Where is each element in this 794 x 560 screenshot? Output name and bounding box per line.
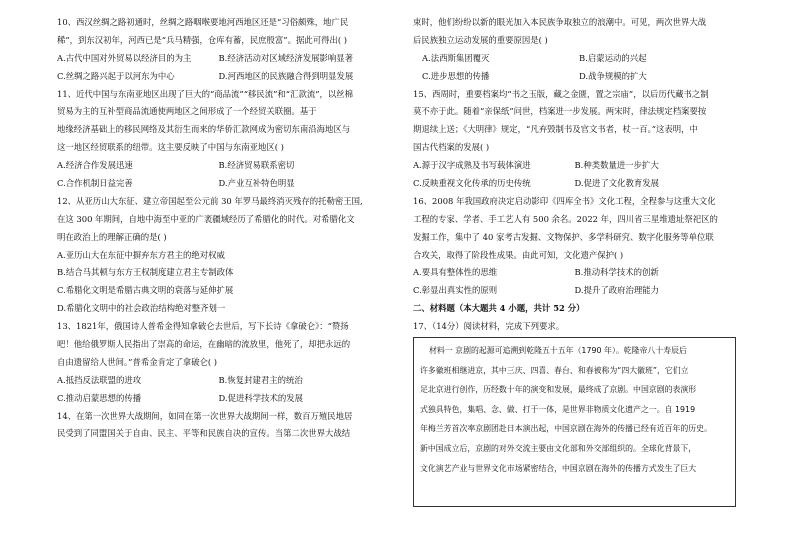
question-16 xyxy=(413,193,736,300)
option-a: A.要具有整体性的思维 xyxy=(413,267,498,278)
question-text: 明在政治上的理解正确的是( ) xyxy=(57,231,167,242)
question-11 xyxy=(57,86,380,193)
option-c: C.希腊化文明是希腊古典文明的衰落与延伸扩展 xyxy=(57,285,234,296)
option-d: D.提升了政府治理能力 xyxy=(574,285,659,296)
question-text: 国古代档案的发展( ) xyxy=(413,142,490,153)
option-c: C.合作机制日益完善 xyxy=(57,178,133,189)
option-a: A.经济合作发展迅速 xyxy=(57,160,133,171)
option-d: D.产业互补特色明显 xyxy=(218,178,295,189)
option-b: B.种类数量进一步扩大 xyxy=(574,160,659,171)
material-text: 式独具特色，集唱、念、做、打于一体，是世界非物质文化遗产之一。自 1919 xyxy=(420,404,696,414)
question-text: 合攻关，取得了阶段性成果。由此可知，文化遗产保护( ) xyxy=(413,249,624,260)
option-d: D.战争规模的扩大 xyxy=(579,70,647,81)
option-d: D.河西地区的民族融合得到明显发展 xyxy=(218,70,354,81)
question-text: 工程的专家、学者、手工艺人有 500 余名。2022 年，四川省三星堆遗址祭祀区的 xyxy=(413,213,718,224)
option-c: C.推动启蒙思想的传播 xyxy=(57,392,142,403)
question-text: 14、在第一次世界大战期间，如同在第一次世界大战期间一样，数百万殖民地居 xyxy=(57,410,353,421)
question-text: 束时，他们纷纷以新的眼光加入本民族争取独立的浪潮中。可见，两次世界大战 xyxy=(413,17,707,27)
section-title: 二、材料题（本大题共 4 小题，共计 52 分） xyxy=(413,303,585,314)
question-14 xyxy=(57,408,380,444)
question-12 xyxy=(57,193,380,318)
options-row xyxy=(57,175,380,193)
options-row xyxy=(57,372,380,390)
right-column xyxy=(413,14,736,507)
question-text: 地缘经济基础上的移民网络及其衍生而来的华侨汇款网成为密切东南沿海地区与 xyxy=(57,124,351,135)
option-a: A.源于汉字成熟及书写载体演进 xyxy=(413,160,531,171)
options-row xyxy=(413,264,736,282)
option-d: D.促进了文化教育发展 xyxy=(574,178,659,189)
question-text: 这一地区经贸联系的纽带。这主要反映了中国与东南亚地区( ) xyxy=(57,142,284,153)
option-d: D.希腊化文明中的社会政治结构绝对整齐划一 xyxy=(57,303,226,314)
question-text: 发掘工作，集中了 40 家考古发掘、文物保护、多学科研究、数字化服务等单位联 xyxy=(413,231,714,242)
question-text: 后民族独立运动发展的重要原因是( ) xyxy=(413,34,548,45)
material-box xyxy=(413,337,736,507)
material-text: 足北京进行创作，历经数十年的演变和发展，最终成了京剧。中国京剧的表演形 xyxy=(420,385,697,395)
option-c: C.丝绸之路兴起于以河东为中心 xyxy=(57,70,175,81)
question-13 xyxy=(57,318,380,407)
question-text: 12、从亚历山大东征、建立帝国起至公元前 30 年罗马最终消灭残存的托勒密王国, xyxy=(57,195,363,206)
question-text: 10、西汉丝绸之路初通时，丝绸之路咽喉要地河西地区还是“习俗颇殊，地广民 xyxy=(57,17,349,27)
question-14-continued xyxy=(413,14,736,86)
option-b: B.经济活动对区域经济发展影响显著 xyxy=(218,52,353,63)
question-text: 15、西周时，重要档案均“书之玉版，藏之金匮，置之宗庙”，以后历代藏书之制 xyxy=(413,88,709,99)
option-b: B.结合马其顿与东方王权制度建立君主专制政体 xyxy=(57,267,234,278)
material-text: 年梅兰芳首次率京剧团赴日本演出起，中国京剧在海外的传播已经有近百年的历史。 xyxy=(420,424,712,434)
question-text: 莫不亦于此。随着“亲保纸”问世，档案进一步发展。两宋时，律法规定档案要按 xyxy=(413,106,707,117)
options-row xyxy=(57,68,380,86)
question-text: 民受到了同盟国关于自由、民主、平等和民族自决的宣传。当第二次世界大战结 xyxy=(57,428,351,439)
option-c: C.反映重视文化传承的历史传统 xyxy=(413,178,531,189)
left-column xyxy=(57,14,380,443)
material-text: 材料一 京剧的起源可追溯到乾隆五十五年（1790 年）。乾隆帝八十寿辰后 xyxy=(429,346,687,356)
option-c: C.进步思想的传播 xyxy=(422,70,490,81)
options-row xyxy=(57,390,380,408)
option-a: A.法西斯集团覆灭 xyxy=(422,52,490,63)
option-a: A.亚历山大在东征中摒弃东方君主的绝对权威 xyxy=(57,249,225,260)
material-text: 许多徽班相继进京，其中三庆、四喜、春台、和春被称为“四大徽班”，它们立 xyxy=(420,365,689,375)
option-b: B.经济贸易联系密切 xyxy=(218,160,295,171)
question-text: 在这 300 年期间，自地中海至中亚的广袤疆域经历了希腊化的时代。对希腊化文 xyxy=(57,213,355,224)
options-row xyxy=(413,68,736,86)
option-c: C.彰显出真实性的原则 xyxy=(413,285,498,296)
question-text: 11、近代中国与东南亚地区出现了巨大的“商品流”“移民流”和“汇款流”，以丝棉 xyxy=(57,88,353,99)
options-row xyxy=(57,157,380,175)
option-d: D.促进科学技术的发展 xyxy=(218,392,303,403)
question-10 xyxy=(57,14,380,86)
options-row xyxy=(413,282,736,300)
options-row xyxy=(413,175,736,193)
question-text: 期退续上送；《大明律》规定，“凡弃毁制书及官文书者，杖一百。”这表明，中 xyxy=(413,124,698,135)
question-text: 稀”，到东汉初年，河西已是“兵马精强，仓库有蓄，民庶殷富”。据此可得出( ) xyxy=(57,34,348,45)
options-row xyxy=(413,50,736,68)
option-a: A.古代中国对外贸易以经济目的为主 xyxy=(57,52,192,63)
options-row xyxy=(57,50,380,68)
question-17-prompt: 17、（14分）阅读材料，完成下列要求。 xyxy=(413,321,565,332)
option-b: B.推动科学技术的创新 xyxy=(574,267,659,278)
question-text: 16、2008 年我国政府决定启动影印《四库全书》文化工程，全程参与这重大文化 xyxy=(413,195,716,206)
question-15 xyxy=(413,86,736,193)
question-text: 贸易为主的互补型商品流通使两地区之间形成了一个经贸关联圈。基于 xyxy=(57,106,317,117)
question-text: 13、1821年，俄国诗人普希金得知拿破仑去世后，写下长诗《拿破仑》：“赞扬 xyxy=(57,321,349,332)
question-text: 自由遗留给人世间。”普希金肯定了拿破仑( ) xyxy=(57,356,218,367)
option-a: A.抵挡反法联盟的进攻 xyxy=(57,374,142,385)
material-text: 新中国成立后，京剧的对外交流主要由文化部和外交部组织的。全球化背景下， xyxy=(420,444,697,453)
option-b: B.启蒙运动的兴起 xyxy=(579,52,647,63)
question-text: 吧！他给俄罗斯人民指出了崇高的命运，在幽暗的流放里，他死了，却把永远的 xyxy=(57,339,351,350)
options-row xyxy=(413,157,736,175)
option-b: B.恢复封建君主的统治 xyxy=(218,374,303,385)
material-text: 文化演艺产业与世界文化市场紧密结合，中国京剧在海外的传播方式发生了巨大 xyxy=(420,463,697,473)
